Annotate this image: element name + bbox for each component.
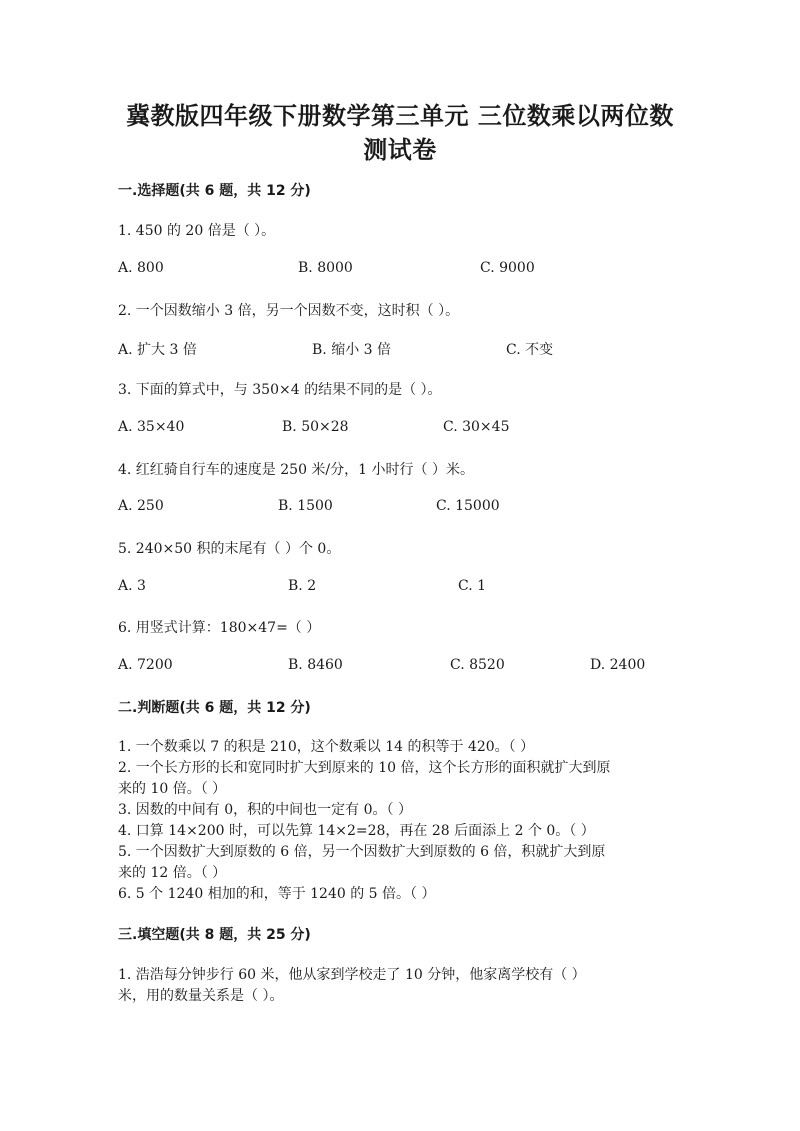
question-2-option-b: B. 缩小 3 倍 (312, 342, 391, 358)
exam-title-line-1: 冀教版四年级下册数学第三单元 三位数乘以两位数 (126, 102, 674, 130)
judgement-line-3: 来的 10 倍。（ ） (118, 781, 227, 797)
judgement-line-5: 4. 口算 14×200 时，可以先算 14×2=28，再在 28 后面添上 2 个 0。（ ） (118, 823, 595, 839)
exam-title-line-2: 测试卷 (363, 136, 437, 164)
judgement-line-4: 3. 因数的中间有 0，积的中间也一定有 0。（ ） (118, 802, 412, 818)
section-1-heading: 一.选择题(共 6 题，共 12 分) (118, 183, 311, 199)
question-6-option-c: C. 8520 (450, 657, 505, 673)
question-3-option-a: A. 35×40 (118, 419, 185, 435)
judgement-line-7: 来的 12 倍。（ ） (118, 865, 227, 881)
question-5-option-c: C. 1 (458, 578, 487, 594)
question-5-stem: 5. 240×50 积的末尾有（ ）个 0。 (118, 541, 341, 557)
question-2-stem: 2. 一个因数缩小 3 倍，另一个因数不变，这时积（ ）。 (118, 303, 460, 319)
question-6-option-a: A. 7200 (118, 657, 173, 673)
question-5-option-a: A. 3 (118, 578, 146, 594)
question-5-option-b: B. 2 (288, 578, 317, 594)
question-6-option-b: B. 8460 (288, 657, 343, 673)
fill-blank-line-2: 米，用的数量关系是（ ）。 (118, 988, 284, 1004)
question-1-stem: 1. 450 的 20 倍是（ ）。 (118, 223, 276, 239)
section-2-heading: 二.判断题(共 6 题，共 12 分) (118, 700, 311, 716)
judgement-line-1: 1. 一个数乘以 7 的积是 210，这个数乘以 14 的积等于 420。（ ） (118, 739, 535, 755)
question-4-option-b: B. 1500 (278, 498, 333, 514)
question-4-option-c: C. 15000 (436, 498, 500, 514)
fill-blank-line-1: 1. 浩浩每分钟步行 60 米，他从家到学校走了 10 分钟，他家离学校有（ ） (118, 967, 586, 983)
question-4-stem: 4. 红红骑自行车的速度是 250 米/分，1 小时行（ ）米。 (118, 462, 474, 478)
question-3-option-c: C. 30×45 (443, 419, 510, 435)
question-1-option-a: A. 800 (118, 260, 164, 276)
question-6-option-d: D. 2400 (590, 657, 646, 673)
judgement-line-8: 6. 5 个 1240 相加的和，等于 1240 的 5 倍。（ ） (118, 886, 436, 902)
question-2-option-c: C. 不变 (506, 342, 554, 358)
section-3-heading: 三.填空题(共 8 题，共 25 分) (118, 927, 311, 943)
question-2-option-a: A. 扩大 3 倍 (118, 342, 197, 358)
question-3-option-b: B. 50×28 (282, 419, 349, 435)
question-3-stem: 3. 下面的算式中，与 350×4 的结果不同的是（ ）。 (118, 382, 442, 398)
question-4-option-a: A. 250 (118, 498, 164, 514)
question-1-option-b: B. 8000 (298, 260, 353, 276)
question-6-stem: 6. 用竖式计算：180×47=（ ） (118, 620, 321, 636)
judgement-line-2: 2. 一个长方形的长和宽同时扩大到原来的 10 倍，这个长方形的面积就扩大到原 (118, 760, 611, 776)
judgement-line-6: 5. 一个因数扩大到原数的 6 倍，另一个因数扩大到原数的 6 倍，积就扩大到原 (118, 844, 606, 860)
question-1-option-c: C. 9000 (480, 260, 535, 276)
